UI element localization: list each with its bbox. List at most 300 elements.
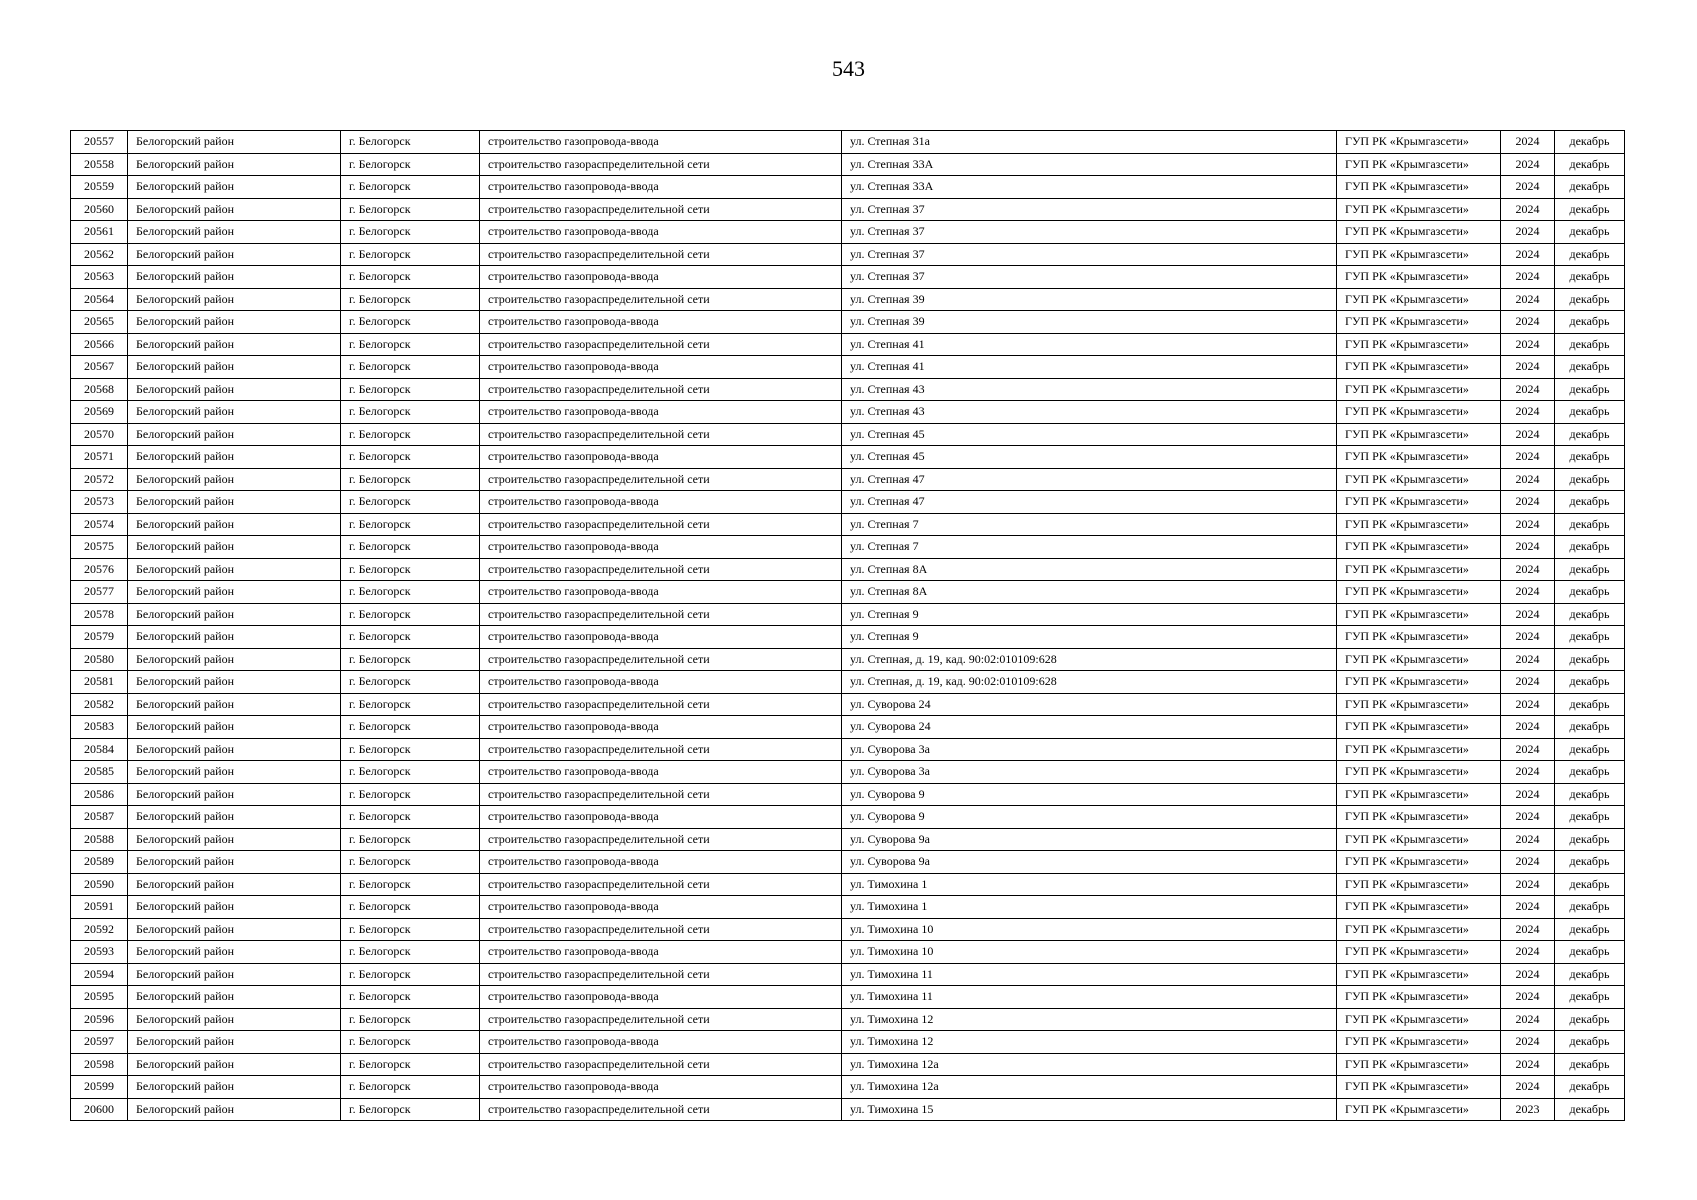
cell-work-type: строительство газораспределительной сети [480, 198, 842, 221]
cell-district: Белогорский район [128, 1098, 341, 1121]
cell-city: г. Белогорск [341, 1008, 480, 1031]
cell-year: 2024 [1501, 221, 1555, 244]
cell-address: ул. Суворова 24 [842, 693, 1337, 716]
cell-address: ул. Степная 39 [842, 288, 1337, 311]
cell-address: ул. Степная 41 [842, 333, 1337, 356]
cell-city: г. Белогорск [341, 401, 480, 424]
cell-district: Белогорский район [128, 716, 341, 739]
cell-city: г. Белогорск [341, 806, 480, 829]
cell-address: ул. Степная, д. 19, кад. 90:02:010109:628 [842, 671, 1337, 694]
cell-work-type: строительство газораспределительной сети [480, 918, 842, 941]
cell-district: Белогорский район [128, 446, 341, 469]
table-row [71, 513, 1625, 536]
cell-address: ул. Степная 33А [842, 176, 1337, 199]
cell-month: декабрь [1555, 266, 1625, 289]
table-row [71, 153, 1625, 176]
table-row [71, 761, 1625, 784]
cell-year: 2023 [1501, 1098, 1555, 1121]
cell-number: 20585 [71, 761, 128, 784]
cell-organization: ГУП РК «Крымгазсети» [1337, 1008, 1501, 1031]
cell-city: г. Белогорск [341, 986, 480, 1009]
cell-month: декабрь [1555, 783, 1625, 806]
cell-number: 20590 [71, 873, 128, 896]
cell-city: г. Белогорск [341, 1098, 480, 1121]
cell-number: 20586 [71, 783, 128, 806]
table-row [71, 896, 1625, 919]
cell-address: ул. Степная 47 [842, 491, 1337, 514]
cell-address: ул. Тимохина 1 [842, 873, 1337, 896]
cell-number: 20567 [71, 356, 128, 379]
cell-organization: ГУП РК «Крымгазсети» [1337, 1031, 1501, 1054]
cell-year: 2024 [1501, 401, 1555, 424]
cell-address: ул. Суворова 3а [842, 761, 1337, 784]
cell-district: Белогорский район [128, 198, 341, 221]
cell-city: г. Белогорск [341, 648, 480, 671]
table-row [71, 446, 1625, 469]
cell-organization: ГУП РК «Крымгазсети» [1337, 288, 1501, 311]
cell-number: 20593 [71, 941, 128, 964]
cell-address: ул. Степная 8А [842, 581, 1337, 604]
cell-number: 20595 [71, 986, 128, 1009]
cell-year: 2024 [1501, 1008, 1555, 1031]
cell-city: г. Белогорск [341, 221, 480, 244]
cell-year: 2024 [1501, 716, 1555, 739]
cell-month: декабрь [1555, 423, 1625, 446]
cell-month: декабрь [1555, 333, 1625, 356]
cell-number: 20591 [71, 896, 128, 919]
cell-address: ул. Степная 37 [842, 266, 1337, 289]
cell-work-type: строительство газопровода-ввода [480, 131, 842, 154]
cell-year: 2024 [1501, 963, 1555, 986]
cell-number: 20566 [71, 333, 128, 356]
cell-number: 20578 [71, 603, 128, 626]
cell-month: декабрь [1555, 693, 1625, 716]
cell-organization: ГУП РК «Крымгазсети» [1337, 963, 1501, 986]
cell-year: 2024 [1501, 806, 1555, 829]
cell-work-type: строительство газопровода-ввода [480, 311, 842, 334]
cell-district: Белогорский район [128, 671, 341, 694]
table-row [71, 873, 1625, 896]
cell-organization: ГУП РК «Крымгазсети» [1337, 873, 1501, 896]
table-row [71, 198, 1625, 221]
cell-city: г. Белогорск [341, 558, 480, 581]
cell-work-type: строительство газораспределительной сети [480, 153, 842, 176]
cell-work-type: строительство газопровода-ввода [480, 941, 842, 964]
cell-month: декабрь [1555, 648, 1625, 671]
cell-number: 20574 [71, 513, 128, 536]
table-row [71, 738, 1625, 761]
table-row [71, 986, 1625, 1009]
table-row [71, 1098, 1625, 1121]
cell-number: 20596 [71, 1008, 128, 1031]
cell-district: Белогорский район [128, 603, 341, 626]
cell-district: Белогорский район [128, 581, 341, 604]
cell-district: Белогорский район [128, 941, 341, 964]
cell-organization: ГУП РК «Крымгазсети» [1337, 378, 1501, 401]
cell-month: декабрь [1555, 626, 1625, 649]
cell-district: Белогорский район [128, 918, 341, 941]
cell-work-type: строительство газопровода-ввода [480, 446, 842, 469]
cell-district: Белогорский район [128, 401, 341, 424]
cell-organization: ГУП РК «Крымгазсети» [1337, 603, 1501, 626]
cell-address: ул. Суворова 9а [842, 828, 1337, 851]
cell-district: Белогорский район [128, 986, 341, 1009]
cell-month: декабрь [1555, 918, 1625, 941]
cell-district: Белогорский район [128, 626, 341, 649]
cell-number: 20569 [71, 401, 128, 424]
cell-work-type: строительство газораспределительной сети [480, 648, 842, 671]
cell-organization: ГУП РК «Крымгазсети» [1337, 536, 1501, 559]
cell-number: 20579 [71, 626, 128, 649]
cell-city: г. Белогорск [341, 671, 480, 694]
cell-work-type: строительство газопровода-ввода [480, 851, 842, 874]
cell-district: Белогорский район [128, 536, 341, 559]
cell-year: 2024 [1501, 198, 1555, 221]
cell-address: ул. Степная 37 [842, 243, 1337, 266]
cell-year: 2024 [1501, 851, 1555, 874]
cell-city: г. Белогорск [341, 536, 480, 559]
cell-work-type: строительство газопровода-ввода [480, 1031, 842, 1054]
cell-address: ул. Степная 37 [842, 198, 1337, 221]
cell-month: декабрь [1555, 1053, 1625, 1076]
cell-district: Белогорский район [128, 131, 341, 154]
table-row [71, 851, 1625, 874]
cell-organization: ГУП РК «Крымгазсети» [1337, 738, 1501, 761]
cell-number: 20562 [71, 243, 128, 266]
cell-number: 20583 [71, 716, 128, 739]
cell-address: ул. Степная 37 [842, 221, 1337, 244]
cell-city: г. Белогорск [341, 783, 480, 806]
cell-district: Белогорский район [128, 176, 341, 199]
cell-district: Белогорский район [128, 806, 341, 829]
cell-address: ул. Степная 43 [842, 401, 1337, 424]
cell-district: Белогорский район [128, 693, 341, 716]
table-row [71, 626, 1625, 649]
cell-work-type: строительство газопровода-ввода [480, 716, 842, 739]
cell-city: г. Белогорск [341, 693, 480, 716]
cell-work-type: строительство газораспределительной сети [480, 468, 842, 491]
cell-month: декабрь [1555, 851, 1625, 874]
cell-address: ул. Степная 45 [842, 423, 1337, 446]
cell-year: 2024 [1501, 311, 1555, 334]
cell-year: 2024 [1501, 603, 1555, 626]
cell-number: 20560 [71, 198, 128, 221]
cell-year: 2024 [1501, 378, 1555, 401]
cell-address: ул. Тимохина 12а [842, 1076, 1337, 1099]
cell-address: ул. Степная 31а [842, 131, 1337, 154]
cell-district: Белогорский район [128, 738, 341, 761]
cell-year: 2024 [1501, 356, 1555, 379]
cell-work-type: строительство газопровода-ввода [480, 581, 842, 604]
cell-month: декабрь [1555, 221, 1625, 244]
cell-year: 2024 [1501, 896, 1555, 919]
cell-city: г. Белогорск [341, 446, 480, 469]
cell-month: декабрь [1555, 288, 1625, 311]
cell-organization: ГУП РК «Крымгазсети» [1337, 446, 1501, 469]
cell-work-type: строительство газораспределительной сети [480, 1098, 842, 1121]
cell-organization: ГУП РК «Крымгазсети» [1337, 221, 1501, 244]
cell-month: декабрь [1555, 243, 1625, 266]
cell-number: 20594 [71, 963, 128, 986]
table-row [71, 1008, 1625, 1031]
cell-city: г. Белогорск [341, 491, 480, 514]
table-row [71, 603, 1625, 626]
cell-year: 2024 [1501, 266, 1555, 289]
cell-number: 20598 [71, 1053, 128, 1076]
cell-district: Белогорский район [128, 221, 341, 244]
cell-month: декабрь [1555, 1031, 1625, 1054]
cell-work-type: строительство газопровода-ввода [480, 356, 842, 379]
cell-month: декабрь [1555, 153, 1625, 176]
cell-month: декабрь [1555, 603, 1625, 626]
cell-organization: ГУП РК «Крымгазсети» [1337, 783, 1501, 806]
cell-district: Белогорский район [128, 828, 341, 851]
cell-city: г. Белогорск [341, 963, 480, 986]
cell-organization: ГУП РК «Крымгазсети» [1337, 761, 1501, 784]
cell-number: 20577 [71, 581, 128, 604]
cell-year: 2024 [1501, 693, 1555, 716]
cell-address: ул. Степная 8А [842, 558, 1337, 581]
cell-work-type: строительство газораспределительной сети [480, 243, 842, 266]
cell-month: декабрь [1555, 176, 1625, 199]
cell-year: 2024 [1501, 423, 1555, 446]
cell-work-type: строительство газораспределительной сети [480, 1053, 842, 1076]
table-row [71, 468, 1625, 491]
cell-organization: ГУП РК «Крымгазсети» [1337, 356, 1501, 379]
cell-district: Белогорский район [128, 1053, 341, 1076]
cell-work-type: строительство газораспределительной сети [480, 333, 842, 356]
cell-address: ул. Тимохина 12 [842, 1031, 1337, 1054]
cell-organization: ГУП РК «Крымгазсети» [1337, 491, 1501, 514]
cell-organization: ГУП РК «Крымгазсети» [1337, 333, 1501, 356]
cell-work-type: строительство газопровода-ввода [480, 986, 842, 1009]
cell-year: 2024 [1501, 671, 1555, 694]
cell-city: г. Белогорск [341, 513, 480, 536]
cell-month: декабрь [1555, 986, 1625, 1009]
cell-organization: ГУП РК «Крымгазсети» [1337, 176, 1501, 199]
cell-city: г. Белогорск [341, 918, 480, 941]
cell-district: Белогорский район [128, 783, 341, 806]
table-row [71, 1076, 1625, 1099]
cell-address: ул. Степная 9 [842, 603, 1337, 626]
cell-address: ул. Тимохина 10 [842, 941, 1337, 964]
table-row [71, 266, 1625, 289]
cell-number: 20561 [71, 221, 128, 244]
cell-month: декабрь [1555, 1076, 1625, 1099]
cell-number: 20563 [71, 266, 128, 289]
table-row [71, 671, 1625, 694]
cell-year: 2024 [1501, 558, 1555, 581]
cell-organization: ГУП РК «Крымгазсети» [1337, 311, 1501, 334]
cell-address: ул. Суворова 9а [842, 851, 1337, 874]
cell-address: ул. Тимохина 12а [842, 1053, 1337, 1076]
cell-month: декабрь [1555, 963, 1625, 986]
cell-address: ул. Суворова 9 [842, 806, 1337, 829]
cell-district: Белогорский район [128, 491, 341, 514]
cell-month: декабрь [1555, 828, 1625, 851]
cell-work-type: строительство газопровода-ввода [480, 401, 842, 424]
cell-number: 20570 [71, 423, 128, 446]
cell-year: 2024 [1501, 491, 1555, 514]
cell-address: ул. Степная 7 [842, 536, 1337, 559]
table-row [71, 221, 1625, 244]
cell-month: декабрь [1555, 468, 1625, 491]
cell-number: 20573 [71, 491, 128, 514]
cell-organization: ГУП РК «Крымгазсети» [1337, 716, 1501, 739]
table-row [71, 941, 1625, 964]
cell-district: Белогорский район [128, 243, 341, 266]
cell-month: декабрь [1555, 131, 1625, 154]
cell-district: Белогорский район [128, 1076, 341, 1099]
cell-city: г. Белогорск [341, 288, 480, 311]
cell-city: г. Белогорск [341, 356, 480, 379]
cell-organization: ГУП РК «Крымгазсети» [1337, 468, 1501, 491]
table-row [71, 648, 1625, 671]
cell-year: 2024 [1501, 761, 1555, 784]
cell-month: декабрь [1555, 401, 1625, 424]
cell-organization: ГУП РК «Крымгазсети» [1337, 896, 1501, 919]
cell-year: 2024 [1501, 1031, 1555, 1054]
cell-city: г. Белогорск [341, 176, 480, 199]
cell-number: 20557 [71, 131, 128, 154]
cell-year: 2024 [1501, 828, 1555, 851]
cell-district: Белогорский район [128, 288, 341, 311]
cell-district: Белогорский район [128, 1031, 341, 1054]
table-row [71, 581, 1625, 604]
cell-city: г. Белогорск [341, 626, 480, 649]
cell-organization: ГУП РК «Крымгазсети» [1337, 423, 1501, 446]
cell-organization: ГУП РК «Крымгазсети» [1337, 671, 1501, 694]
cell-city: г. Белогорск [341, 1053, 480, 1076]
cell-number: 20558 [71, 153, 128, 176]
cell-address: ул. Степная 41 [842, 356, 1337, 379]
cell-organization: ГУП РК «Крымгазсети» [1337, 626, 1501, 649]
cell-address: ул. Тимохина 11 [842, 963, 1337, 986]
cell-address: ул. Тимохина 15 [842, 1098, 1337, 1121]
table-row [71, 176, 1625, 199]
cell-month: декабрь [1555, 491, 1625, 514]
cell-organization: ГУП РК «Крымгазсети» [1337, 1076, 1501, 1099]
cell-city: г. Белогорск [341, 153, 480, 176]
cell-address: ул. Степная 9 [842, 626, 1337, 649]
cell-work-type: строительство газораспределительной сети [480, 558, 842, 581]
cell-organization: ГУП РК «Крымгазсети» [1337, 986, 1501, 1009]
cell-month: декабрь [1555, 1098, 1625, 1121]
table-row [71, 558, 1625, 581]
cell-year: 2024 [1501, 648, 1555, 671]
cell-number: 20600 [71, 1098, 128, 1121]
cell-address: ул. Тимохина 10 [842, 918, 1337, 941]
cell-district: Белогорский район [128, 266, 341, 289]
cell-city: г. Белогорск [341, 851, 480, 874]
cell-address: ул. Суворова 24 [842, 716, 1337, 739]
cell-number: 20592 [71, 918, 128, 941]
cell-district: Белогорский район [128, 873, 341, 896]
table-row [71, 243, 1625, 266]
gas-works-table [70, 130, 1625, 1121]
cell-organization: ГУП РК «Крымгазсети» [1337, 131, 1501, 154]
cell-work-type: строительство газораспределительной сети [480, 828, 842, 851]
cell-work-type: строительство газораспределительной сети [480, 963, 842, 986]
cell-year: 2024 [1501, 153, 1555, 176]
cell-work-type: строительство газораспределительной сети [480, 288, 842, 311]
cell-month: декабрь [1555, 536, 1625, 559]
cell-city: г. Белогорск [341, 333, 480, 356]
cell-year: 2024 [1501, 941, 1555, 964]
cell-year: 2024 [1501, 873, 1555, 896]
table-row [71, 716, 1625, 739]
cell-city: г. Белогорск [341, 761, 480, 784]
cell-work-type: строительство газопровода-ввода [480, 491, 842, 514]
cell-organization: ГУП РК «Крымгазсети» [1337, 1098, 1501, 1121]
cell-work-type: строительство газораспределительной сети [480, 738, 842, 761]
cell-year: 2024 [1501, 131, 1555, 154]
table-row [71, 1031, 1625, 1054]
cell-city: г. Белогорск [341, 828, 480, 851]
cell-month: декабрь [1555, 738, 1625, 761]
cell-district: Белогорский район [128, 513, 341, 536]
cell-address: ул. Степная 47 [842, 468, 1337, 491]
cell-month: декабрь [1555, 378, 1625, 401]
cell-address: ул. Суворова 9 [842, 783, 1337, 806]
cell-number: 20589 [71, 851, 128, 874]
cell-work-type: строительство газораспределительной сети [480, 783, 842, 806]
table-row [71, 491, 1625, 514]
cell-work-type: строительство газораспределительной сети [480, 423, 842, 446]
cell-city: г. Белогорск [341, 266, 480, 289]
table-body [71, 131, 1625, 1121]
cell-city: г. Белогорск [341, 468, 480, 491]
cell-work-type: строительство газопровода-ввода [480, 536, 842, 559]
cell-district: Белогорский район [128, 761, 341, 784]
cell-work-type: строительство газопровода-ввода [480, 221, 842, 244]
cell-district: Белогорский район [128, 468, 341, 491]
cell-organization: ГУП РК «Крымгазсети» [1337, 648, 1501, 671]
cell-organization: ГУП РК «Крымгазсети» [1337, 513, 1501, 536]
cell-number: 20572 [71, 468, 128, 491]
cell-address: ул. Тимохина 12 [842, 1008, 1337, 1031]
table-row [71, 333, 1625, 356]
cell-address: ул. Степная 33А [842, 153, 1337, 176]
cell-year: 2024 [1501, 536, 1555, 559]
cell-district: Белогорский район [128, 333, 341, 356]
cell-city: г. Белогорск [341, 896, 480, 919]
table-row [71, 693, 1625, 716]
cell-month: декабрь [1555, 311, 1625, 334]
table-row [71, 401, 1625, 424]
cell-address: ул. Тимохина 1 [842, 896, 1337, 919]
cell-month: декабрь [1555, 761, 1625, 784]
cell-year: 2024 [1501, 446, 1555, 469]
cell-organization: ГУП РК «Крымгазсети» [1337, 266, 1501, 289]
cell-city: г. Белогорск [341, 603, 480, 626]
cell-work-type: строительство газораспределительной сети [480, 378, 842, 401]
cell-month: декабрь [1555, 671, 1625, 694]
cell-district: Белогорский район [128, 356, 341, 379]
cell-district: Белогорский район [128, 851, 341, 874]
cell-month: декабрь [1555, 581, 1625, 604]
cell-work-type: строительство газопровода-ввода [480, 266, 842, 289]
cell-year: 2024 [1501, 1053, 1555, 1076]
cell-year: 2024 [1501, 513, 1555, 536]
table-row [71, 806, 1625, 829]
cell-work-type: строительство газопровода-ввода [480, 671, 842, 694]
cell-city: г. Белогорск [341, 873, 480, 896]
cell-organization: ГУП РК «Крымгазсети» [1337, 918, 1501, 941]
table-row [71, 783, 1625, 806]
cell-year: 2024 [1501, 176, 1555, 199]
cell-district: Белогорский район [128, 896, 341, 919]
